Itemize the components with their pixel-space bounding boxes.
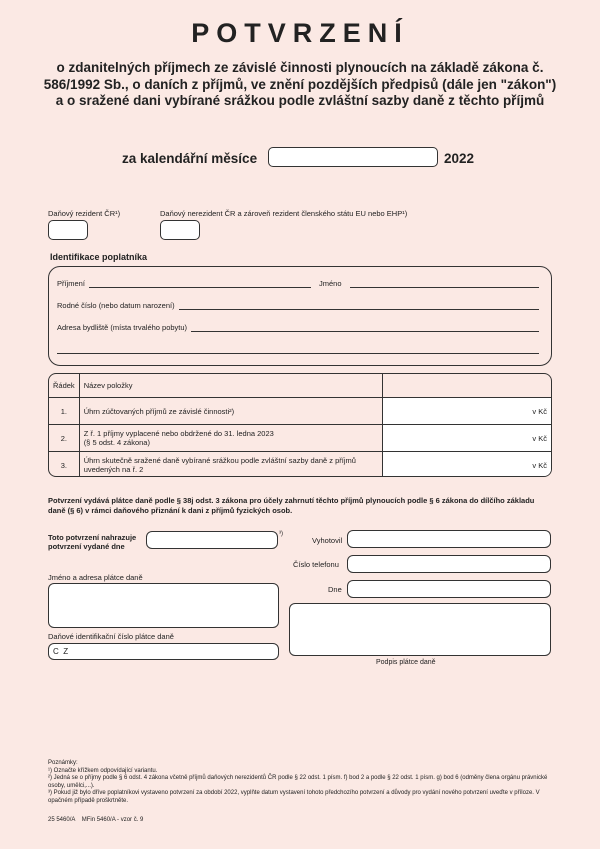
replaces-label: Toto potvrzení nahrazuje potvrzení vydané dne	[48, 533, 137, 551]
birth-field[interactable]	[179, 301, 539, 310]
col-header-name: Název položky	[79, 374, 382, 398]
signature-box[interactable]	[289, 603, 551, 656]
surname-label: Příjmení	[57, 279, 85, 288]
replaces-note-mark: ³)	[279, 531, 283, 537]
row-description: Úhrn skutečně sražené daně vybírané srážkou podle zvláštní sazby daně z příjmů uvedených na ř. 2	[79, 452, 382, 478]
row-description: Z ř. 1 příjmy vyplacené nebo obdržené do 31. ledna 2023 (§ 5 odst. 4 zákona)	[79, 425, 382, 452]
table-row: 3. Úhrn skutečně sražené daně vybírané srážkou podle zvláštní sazby daně z příjmů uvedených na ř. 2 v Kč	[49, 452, 552, 478]
dic-label: Daňové identifikační číslo plátce daně	[48, 632, 174, 641]
document-title: POTVRZENÍ	[191, 18, 409, 48]
row-value-field[interactable]: v Kč	[382, 425, 551, 452]
address-label: Adresa bydliště (místa trvalého pobytu)	[57, 323, 188, 332]
date-input[interactable]	[347, 580, 551, 598]
row-value-field[interactable]: v Kč	[382, 398, 551, 425]
birth-label: Rodné číslo (nebo datum narození)	[57, 301, 175, 310]
surname-row	[57, 279, 311, 288]
resident-eu-checkbox[interactable]	[160, 220, 200, 240]
notes: Poznámky: ¹) Označte křížkem odpovídající variantu. ²) Jedná se o příjmy podle § 6 odst. 4 zákona včetně příjmů daňových nerezidentů ČR podle § 22 odst. 1 písm. f) bod 2 a podle § 22 odst. 1 písm. g) bod 6 (odměny člena orgánu právnické osoby, umělci,...). ³) Pokud již bylo dříve poplatníkovi vystaveno potvrzení za období 2022, vyplňte datum vystavení tohoto předchozího potvrzení a důvody pro vydání nového potvrzení uveďte v příloze. V opačném případě proškrtněte.	[48, 760, 548, 804]
form-footer: 25 5460/A MFin 5460/A - vzor č. 9	[48, 817, 144, 823]
address-row	[57, 323, 539, 332]
row-value-field[interactable]: v Kč	[382, 452, 551, 478]
row-description: Úhrn zúčtovaných příjmů ze závislé činnosti²)	[79, 398, 382, 425]
period-months-input[interactable]	[268, 147, 438, 167]
issued-by-input[interactable]	[347, 530, 551, 548]
surname-field[interactable]	[89, 279, 311, 288]
table-row: 1. Úhrn zúčtovaných příjmů ze závislé činnosti²) v Kč	[49, 398, 552, 425]
replaces-date-input[interactable]	[146, 531, 278, 549]
firstname-field[interactable]	[350, 279, 539, 288]
birth-row	[57, 301, 539, 310]
taxpayer-panel	[48, 266, 552, 366]
resident-cr-checkbox[interactable]	[48, 220, 88, 240]
dic-input[interactable]	[48, 643, 279, 660]
statement-text: Potvrzení vydává plátce daně podle § 38j odst. 3 zákona pro účely zahrnutí těchto příjmů plynoucích podle § 6 zákona do dílčího základu daně (§ 6) v rámci daňového přiznání k dani z příjmů fyzických osob.	[48, 496, 535, 515]
resident-eu-label: Daňový nerezident ČR a zároveň rezident členského státu EU nebo EHP¹)	[160, 209, 408, 218]
payer-label: Jméno a adresa plátce daně	[48, 573, 143, 582]
phone-label: Číslo telefonu	[293, 560, 339, 569]
issued-by-label: Vyhotovil	[312, 536, 343, 545]
document-subtitle: o zdanitelných příjmech ze závislé činnosti plynoucích na základě zákona č. 586/1992 Sb., o daních z příjmů, ve znění pozdějších předpisů (dále jen "zákon") a o sražené dani vybírané srážkou podle zvláštní sazby daně z těchto příjmů	[43, 60, 557, 108]
items-table-panel	[48, 373, 552, 477]
date-label: Dne	[328, 585, 342, 594]
table-row: 2. Z ř. 1 příjmy vyplacené nebo obdržené do 31. ledna 2023 (§ 5 odst. 4 zákona) v Kč	[49, 425, 552, 452]
taxpayer-heading: Identifikace poplatníka	[50, 252, 148, 262]
phone-input[interactable]	[347, 555, 551, 573]
firstname-row	[319, 279, 539, 288]
period-label: za kalendářní měsíce	[122, 151, 258, 166]
payer-address-input[interactable]	[48, 583, 279, 628]
address-field[interactable]	[191, 323, 539, 332]
col-header-value	[382, 374, 551, 398]
dic-prefix: C Z	[53, 647, 69, 656]
items-table	[48, 373, 552, 477]
period-year: 2022	[444, 151, 475, 166]
address-field-line2[interactable]	[57, 353, 539, 354]
firstname-label: Jméno	[319, 279, 342, 288]
resident-cr-label: Daňový rezident ČR¹)	[48, 209, 121, 218]
signature-label: Podpis plátce daně	[376, 659, 436, 666]
col-header-row: Řádek	[49, 374, 80, 398]
